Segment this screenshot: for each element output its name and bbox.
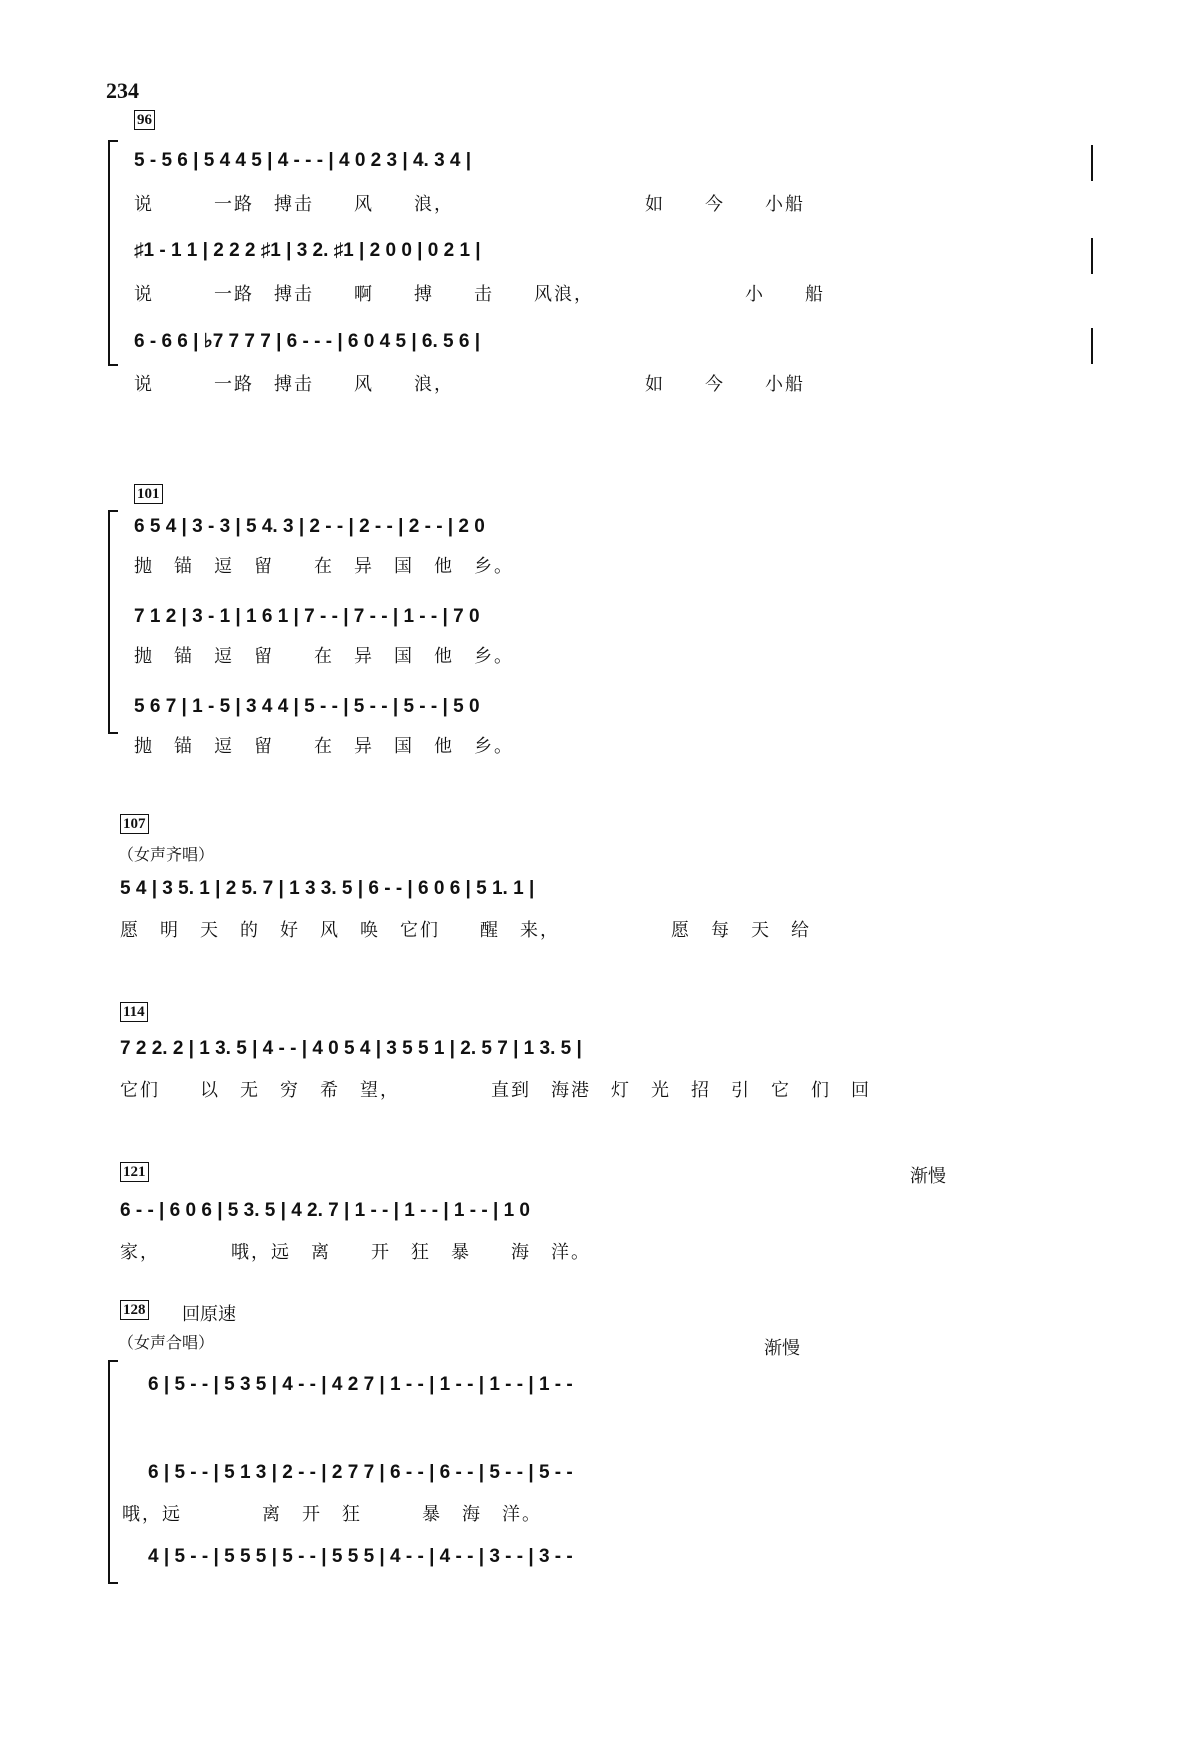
rehearsal-mark-128: 128 [120, 1300, 149, 1320]
tempo-return: 回原速 [182, 1304, 236, 1325]
soprano-lyrics: 说 一路 搏击 风 浪， 如 今 小船 [134, 194, 805, 215]
tenor-lyrics: 抛 锚 逗 留 在 异 国 他 乡。 [134, 736, 514, 757]
rehearsal-mark-96: 96 [134, 110, 155, 130]
alto-lyrics: 抛 锚 逗 留 在 异 国 他 乡。 [134, 646, 514, 667]
mezzo-lyrics: 哦，远 离 开 狂 暴 海 洋。 [122, 1504, 542, 1525]
system-brace [108, 1360, 118, 1584]
melody-lyrics: 愿 明 天 的 好 风 唤 它们 醒 来， 愿 每 天 给 [120, 920, 811, 941]
rehearsal-mark-114: 114 [120, 1002, 148, 1022]
rehearsal-mark-107: 107 [120, 814, 149, 834]
performance-note: （女声合唱） [118, 1333, 215, 1352]
alto-notation: 4 | 5 - - | 5 5 5 | 5 - - | 5 5 5 | 4 - - | 4 - - | 3 - - | 3 - - [148, 1546, 573, 1567]
system-brace [108, 510, 118, 734]
barline-end [1091, 145, 1093, 181]
rehearsal-mark-101: 101 [134, 484, 163, 504]
soprano-notation: 6 | 5 - - | 5 3 5 | 4 - - | 4 2 7 | 1 - - | 1 - - | 1 - - | 1 - - [148, 1374, 573, 1395]
rehearsal-mark-121: 121 [120, 1162, 149, 1182]
mezzo-notation: 6 | 5 - - | 5 1 3 | 2 - - | 2 7 7 | 6 - - | 6 - - | 5 - - | 5 - - [148, 1462, 573, 1483]
alto-lyrics: 说 一路 搏击 啊 搏 击 风浪， 小 船 [134, 284, 825, 305]
melody-lyrics: 它们 以 无 穷 希 望， 直到 海港 灯 光 招 引 它 们 回 [120, 1080, 871, 1101]
tempo-marking: 渐慢 [910, 1166, 946, 1187]
tenor-lyrics: 说 一路 搏击 风 浪， 如 今 小船 [134, 374, 805, 395]
page-number: 234 [106, 78, 139, 103]
system-brace [108, 140, 118, 366]
tempo-marking: 渐慢 [764, 1338, 800, 1359]
soprano-notation: 5 - 5 6 | 5 4 4 5 | 4 - - - | 4 0 2 3 | 4. 3 4 | [134, 150, 472, 171]
melody-notation: 7 2 2. 2 | 1 3. 5 | 4 - - | 4 0 5 4 | 3 5 5 1 | 2. 5 7 | 1 3. 5 | [120, 1038, 582, 1059]
soprano-notation: 6 5 4 | 3 - 3 | 5 4. 3 | 2 - - | 2 - - | 2 - - | 2 0 [134, 516, 485, 537]
soprano-lyrics: 抛 锚 逗 留 在 异 国 他 乡。 [134, 556, 514, 577]
alto-notation: 7 1 2 | 3 - 1 | 1 6 1 | 7 - - | 7 - - | 1 - - | 7 0 [134, 606, 480, 627]
tenor-notation: 5 6 7 | 1 - 5 | 3 4 4 | 5 - - | 5 - - | 5 - - | 5 0 [134, 696, 480, 717]
tenor-notation: 6 - 6 6 | ♭7 7 7 7 | 6 - - - | 6 0 4 5 | 6. 5 6 | [134, 331, 481, 352]
melody-lyrics: 家， 哦，远 离 开 狂 暴 海 洋。 [120, 1242, 591, 1263]
alto-notation: ♯1 - 1 1 | 2 2 2 ♯1 | 3 2. ♯1 | 2 0 0 | 0 2 1 | [134, 240, 481, 261]
barline-end [1091, 238, 1093, 274]
performance-note: （女声齐唱） [118, 845, 215, 864]
melody-notation: 5 4 | 3 5. 1 | 2 5. 7 | 1 3 3. 5 | 6 - - | 6 0 6 | 5 1. 1 | [120, 878, 535, 899]
barline-end [1091, 328, 1093, 364]
melody-notation: 6 - - | 6 0 6 | 5 3. 5 | 4 2. 7 | 1 - - | 1 - - | 1 - - | 1 0 [120, 1200, 530, 1221]
